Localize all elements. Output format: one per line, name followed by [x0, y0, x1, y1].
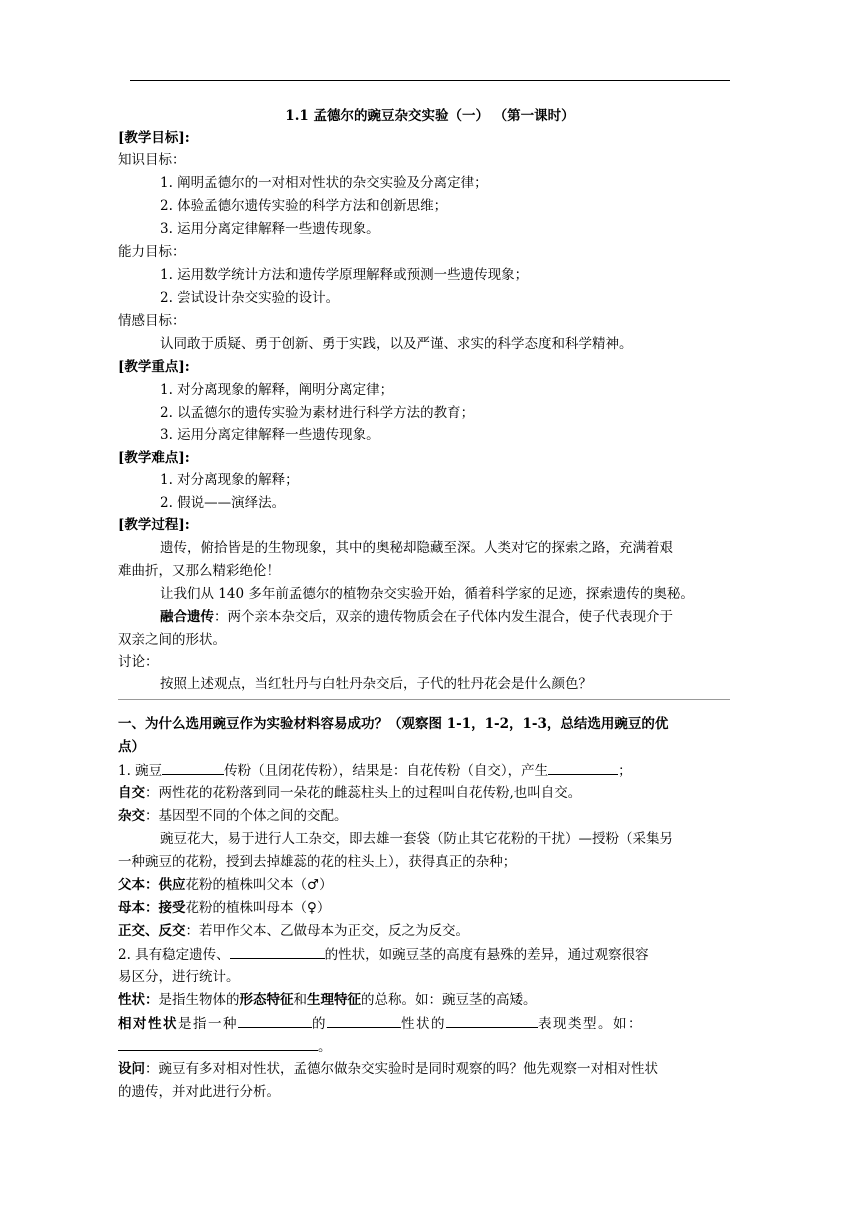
blank-example[interactable]: [118, 1036, 318, 1051]
blending-def: ：两个亲本杂交后，双亲的遗传物质会在子代体内发生混合，使子代表现介于: [214, 609, 673, 625]
reciprocal-term: 正交、反交: [118, 923, 186, 939]
key-points-heading: [教学重点]:: [118, 359, 190, 375]
relative-d: 表现类型。如：: [538, 1016, 643, 1032]
blank-result[interactable]: [548, 760, 618, 775]
relative-example-line: [118, 1036, 332, 1057]
blending-line-2: 双亲之间的形状。: [118, 632, 226, 648]
trait-term: 性状：: [118, 992, 159, 1008]
question-term: 设问: [118, 1061, 145, 1077]
blending-term: 融合遗传: [160, 609, 214, 625]
item1-end: ；: [618, 763, 632, 779]
mother-term: 母本：接受: [118, 900, 186, 916]
knowledge-item-3: 3. 运用分离定律解释一些遗传现象。: [160, 221, 380, 237]
selfing-def: ：两性花的花粉落到同一朵花的雌蕊柱头上的过程叫自花传粉,也叫自交。: [145, 785, 582, 801]
item2-mid: 的性状，如豌豆茎的高度有悬殊的差异，通过观察很容: [324, 947, 649, 963]
relative-end: 。: [318, 1039, 332, 1055]
item2-line-2: 易区分，进行统计。: [118, 969, 240, 985]
ability-item-2: 2. 尝试设计杂交实验的设计。: [160, 290, 340, 306]
knowledge-item-1: 1. 阐明孟德尔的一对相对性状的杂交实验及分离定律；: [160, 175, 488, 191]
blank-pollination[interactable]: [162, 760, 224, 775]
father-term: 父本：供应: [118, 877, 186, 893]
trait-physiology: 生理特征: [307, 992, 361, 1008]
page-title: 1.1 孟德尔的豌豆杂交实验（一） （第一课时）: [285, 108, 575, 124]
key-point-2: 2. 以孟德尔的遗传实验为素材进行科学方法的教育；: [160, 405, 475, 421]
reciprocal-def: ：若甲作父本、乙做母本为正交，反之为反交。: [185, 923, 469, 939]
mother-def: 花粉的植株叫母本（♀）: [185, 900, 331, 916]
crossing-def: ：基因型不同的个体之间的交配。: [145, 808, 348, 824]
blank-trait[interactable]: [230, 944, 325, 959]
section1-heading-line-1: 一、为什么选用豌豆作为实验材料容易成功？（观察图 1-1，1-2，1-3，总结选用豌豆的优: [118, 716, 669, 732]
section-divider: [118, 699, 730, 700]
blank-same[interactable]: [327, 1013, 401, 1028]
father-def: 花粉的植株叫父本（♂）: [185, 877, 333, 893]
trait-and: 和: [293, 992, 307, 1008]
trait-line: [118, 990, 537, 1010]
trait-def-b: 的总称。如：豌豆茎的高矮。: [361, 992, 537, 1008]
relative-b: 的: [312, 1016, 327, 1032]
trait-def-a: 是指生物体的: [158, 992, 240, 1008]
emotion-label: 情感目标：: [118, 313, 186, 329]
item2-line: [118, 944, 649, 965]
item1-prefix: 1. 豌豆: [118, 763, 163, 779]
relative-a: 是指一种: [178, 1016, 238, 1032]
item1-mid: 传粉（且闭花传粉），结果是：自花传粉（自交），产生: [224, 763, 549, 779]
selfing-line: [118, 783, 581, 803]
key-point-1: 1. 对分离现象的解释，阐明分离定律；: [160, 382, 394, 398]
emotion-text: 认同敢于质疑、勇于创新、勇于实践，以及严谨、求实的科学态度和科学精神。: [160, 336, 633, 352]
difficulty-1: 1. 对分离现象的解释；: [160, 472, 299, 488]
selfing-term: 自交: [118, 785, 145, 801]
father-line: [118, 875, 333, 895]
question-line-2: 的遗传，并对此进行分析。: [118, 1084, 280, 1100]
crossing-term: 杂交: [118, 808, 145, 824]
mother-line: [118, 898, 330, 918]
pea-line-2: 一种豌豆的花粉，授到去掉雄蕊的花的柱头上），获得真正的杂种；: [118, 854, 517, 870]
reciprocal-line: [118, 921, 469, 941]
discussion-label: 讨论：: [118, 654, 159, 670]
question-line-1: [118, 1059, 658, 1079]
difficulty-2: 2. 假说——演绎法。: [160, 495, 286, 511]
key-point-3: 3. 运用分离定律解释一些遗传现象。: [160, 427, 380, 443]
item2-prefix: 2. 具有稳定遗传、: [118, 947, 230, 963]
relative-trait-line: [118, 1013, 643, 1034]
discussion-text: 按照上述观点，当红牡丹与白牡丹杂交后，子代的牡丹花会是什么颜色？: [160, 676, 592, 692]
header-rule: [130, 80, 730, 81]
process-intro-line-2: 难曲折，又那么精彩绝伦！: [118, 563, 280, 579]
blending-line-1: [160, 607, 673, 627]
item1-line: [118, 760, 632, 781]
question-text: ：豌豆有多对相对性状，孟德尔做杂交实验时是同时观察的吗？他先观察一对相对性状: [145, 1061, 658, 1077]
ability-item-1: 1. 运用数学统计方法和遗传学原理解释或预测一些遗传现象；: [160, 267, 529, 283]
objectives-heading: [教学目标]:: [118, 130, 190, 146]
blank-organism[interactable]: [238, 1013, 312, 1028]
difficulties-heading: [教学难点]:: [118, 450, 190, 466]
pea-line-1: 豌豆花大，易于进行人工杂交，即去雄一套袋（防止其它花粉的干扰）—授粉（采集另: [160, 831, 673, 847]
trait-morphology: 形态特征: [239, 992, 294, 1008]
ability-label: 能力目标：: [118, 244, 186, 260]
knowledge-label: 知识目标：: [118, 152, 186, 168]
blank-different[interactable]: [446, 1013, 538, 1028]
process-intro-2: 让我们从 140 多年前孟德尔的植物杂交实验开始，循着科学家的足迹，探索遗传的奥秘。: [160, 586, 694, 602]
section1-heading-line-2: 点）: [118, 739, 145, 755]
relative-c: 性状的: [401, 1016, 446, 1032]
relative-term: 相对性状: [118, 1016, 178, 1032]
process-intro-line-1: 遗传，俯拾皆是的生物现象，其中的奥秘却隐藏至深。人类对它的探索之路，充满着艰: [160, 540, 673, 556]
crossing-line: [118, 806, 348, 826]
process-heading: [教学过程]:: [118, 517, 190, 533]
knowledge-item-2: 2. 体验孟德尔遗传实验的科学方法和创新思维；: [160, 198, 448, 214]
